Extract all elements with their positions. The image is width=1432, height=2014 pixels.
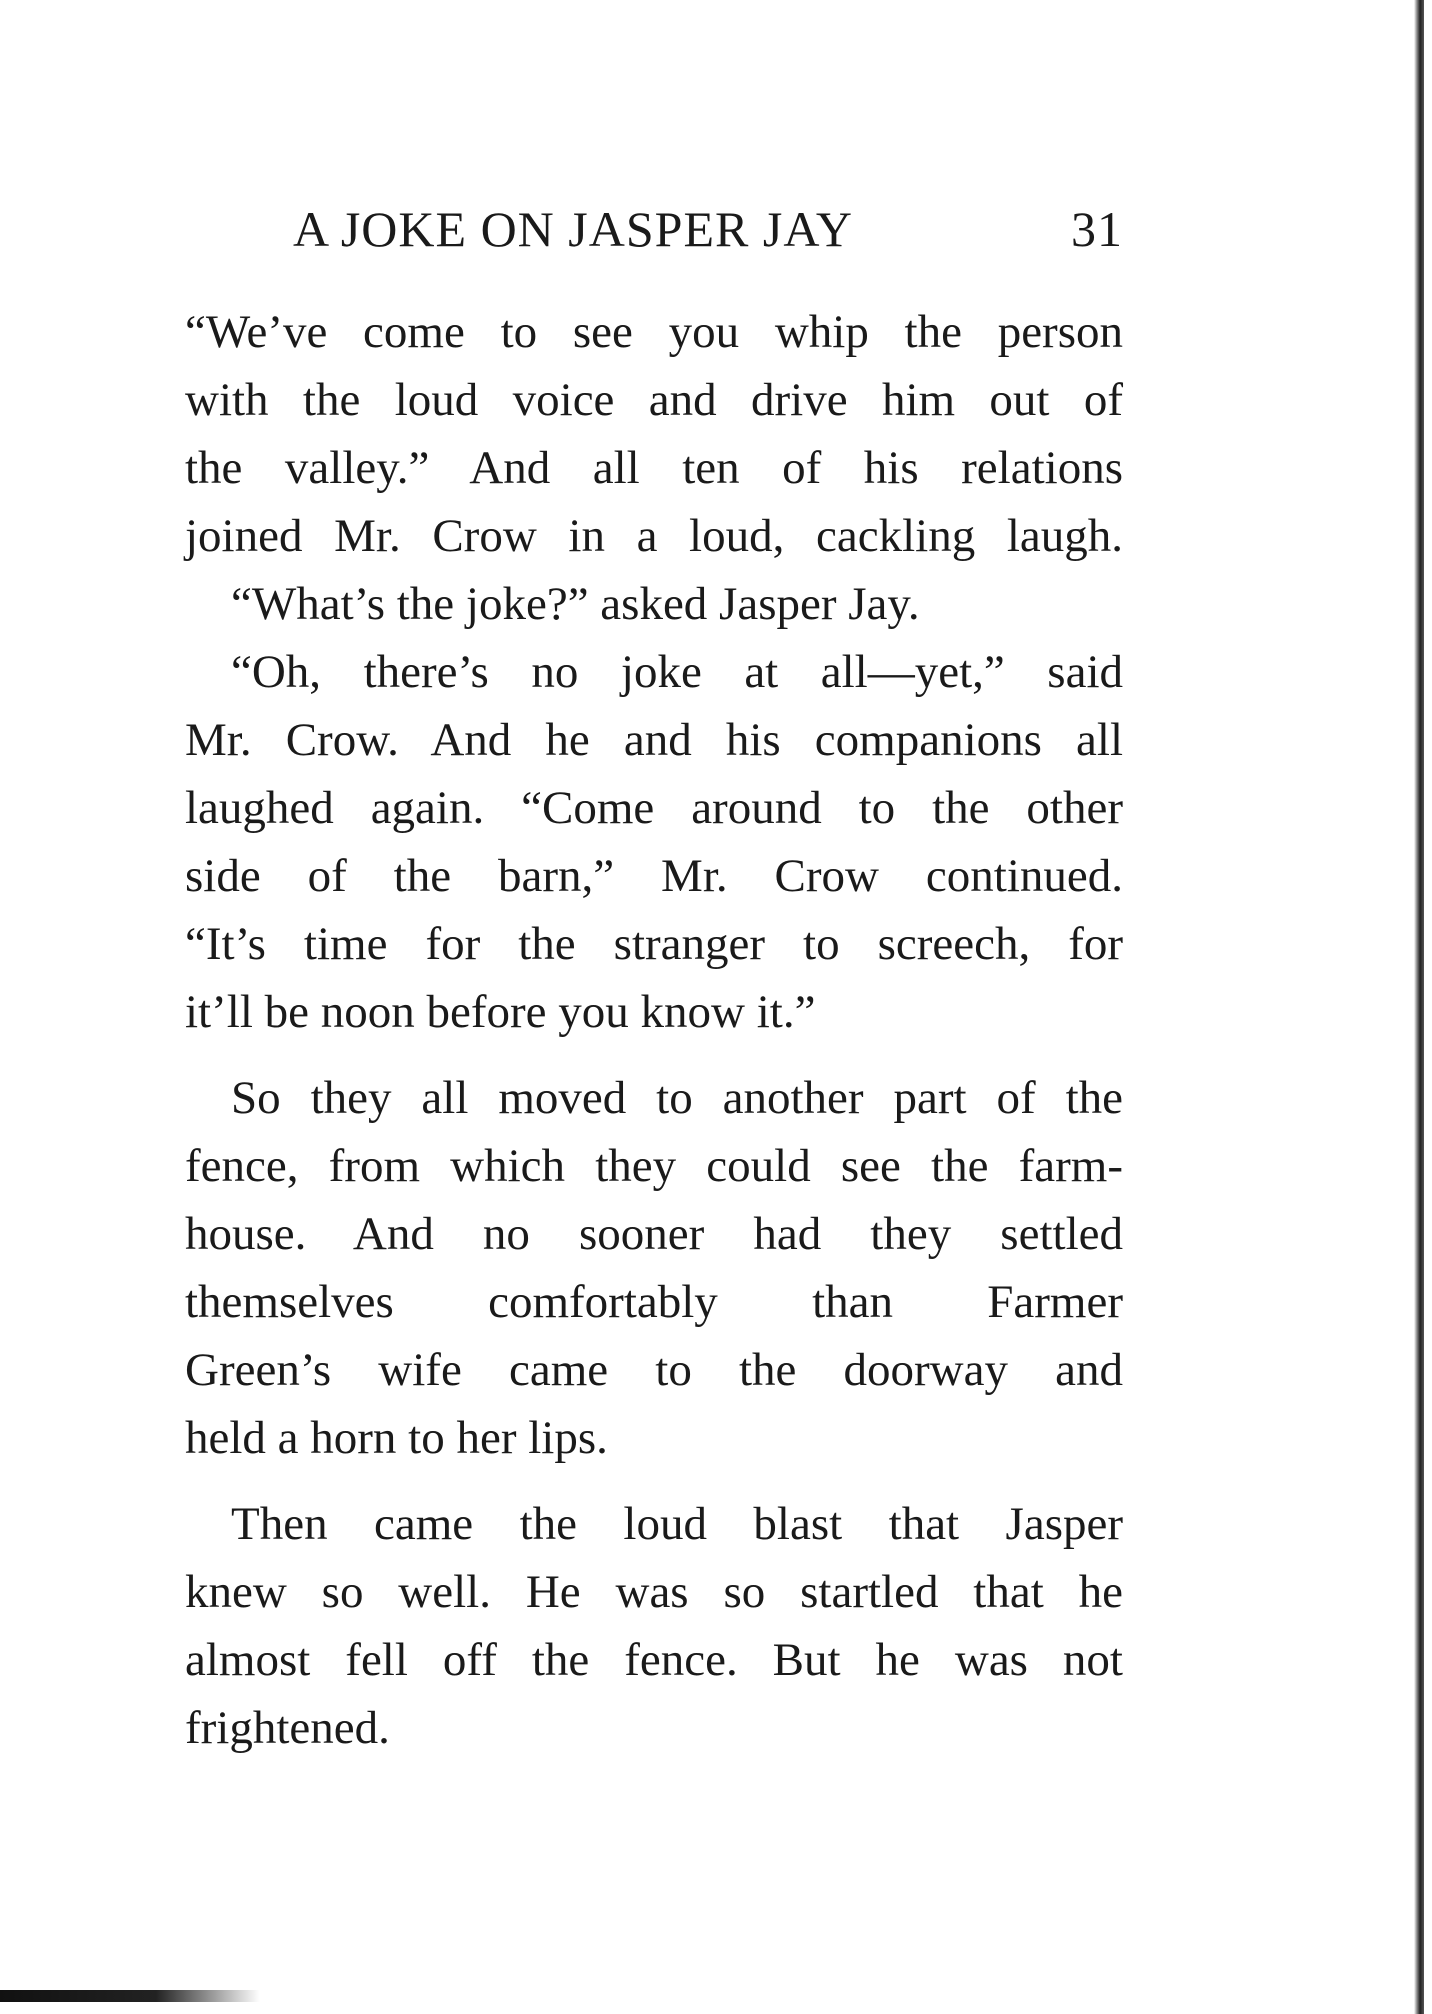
page-number: 31 bbox=[1071, 201, 1123, 257]
running-title: A JOKE ON JASPER JAY bbox=[293, 201, 853, 257]
text-line: laughed again. “Come around to the other bbox=[185, 782, 1123, 834]
text-line: frightened. bbox=[185, 1702, 390, 1754]
paragraph-1 bbox=[185, 298, 1123, 570]
paragraph-gap bbox=[185, 1046, 1123, 1064]
text-line: it’ll be noon before you know it.” bbox=[185, 986, 816, 1038]
text-line: “It’s time for the stranger to screech, for bbox=[185, 918, 1123, 970]
text-line: So they all moved to another part of the bbox=[231, 1072, 1123, 1124]
text-line: almost fell off the fence. But he was not bbox=[185, 1634, 1123, 1686]
text-line: joined Mr. Crow in a loud, cackling laugh. bbox=[185, 510, 1123, 562]
text-line: held a horn to her lips. bbox=[185, 1412, 608, 1464]
text-line: “What’s the joke?” asked Jasper Jay. bbox=[231, 578, 920, 630]
paragraph-5 bbox=[185, 1490, 1123, 1762]
scan-smudge bbox=[0, 1990, 260, 2002]
text-line: themselves comfortably than Farmer bbox=[185, 1276, 1123, 1328]
page-binding-edge bbox=[1414, 0, 1424, 2014]
body-text bbox=[185, 298, 1123, 1762]
running-header bbox=[293, 200, 1123, 270]
text-line: with the loud voice and drive him out of bbox=[185, 374, 1123, 426]
text-line: the valley.” And all ten of his relations bbox=[185, 442, 1123, 494]
text-line: house. And no sooner had they settled bbox=[185, 1208, 1123, 1260]
text-line: knew so well. He was so startled that he bbox=[185, 1566, 1123, 1618]
text-line: “Oh, there’s no joke at all—yet,” said bbox=[231, 646, 1123, 698]
paragraph-2 bbox=[185, 570, 1123, 638]
text-line: Then came the loud blast that Jasper bbox=[231, 1498, 1123, 1550]
paragraph-gap bbox=[185, 1472, 1123, 1490]
paragraph-4 bbox=[185, 1064, 1123, 1472]
text-line: “We’ve come to see you whip the person bbox=[185, 306, 1123, 358]
text-line: fence, from which they could see the farm- bbox=[185, 1140, 1123, 1192]
text-line: side of the barn,” Mr. Crow continued. bbox=[185, 850, 1123, 902]
text-line: Green’s wife came to the doorway and bbox=[185, 1344, 1123, 1396]
paragraph-3 bbox=[185, 638, 1123, 1046]
text-line: Mr. Crow. And he and his companions all bbox=[185, 714, 1123, 766]
